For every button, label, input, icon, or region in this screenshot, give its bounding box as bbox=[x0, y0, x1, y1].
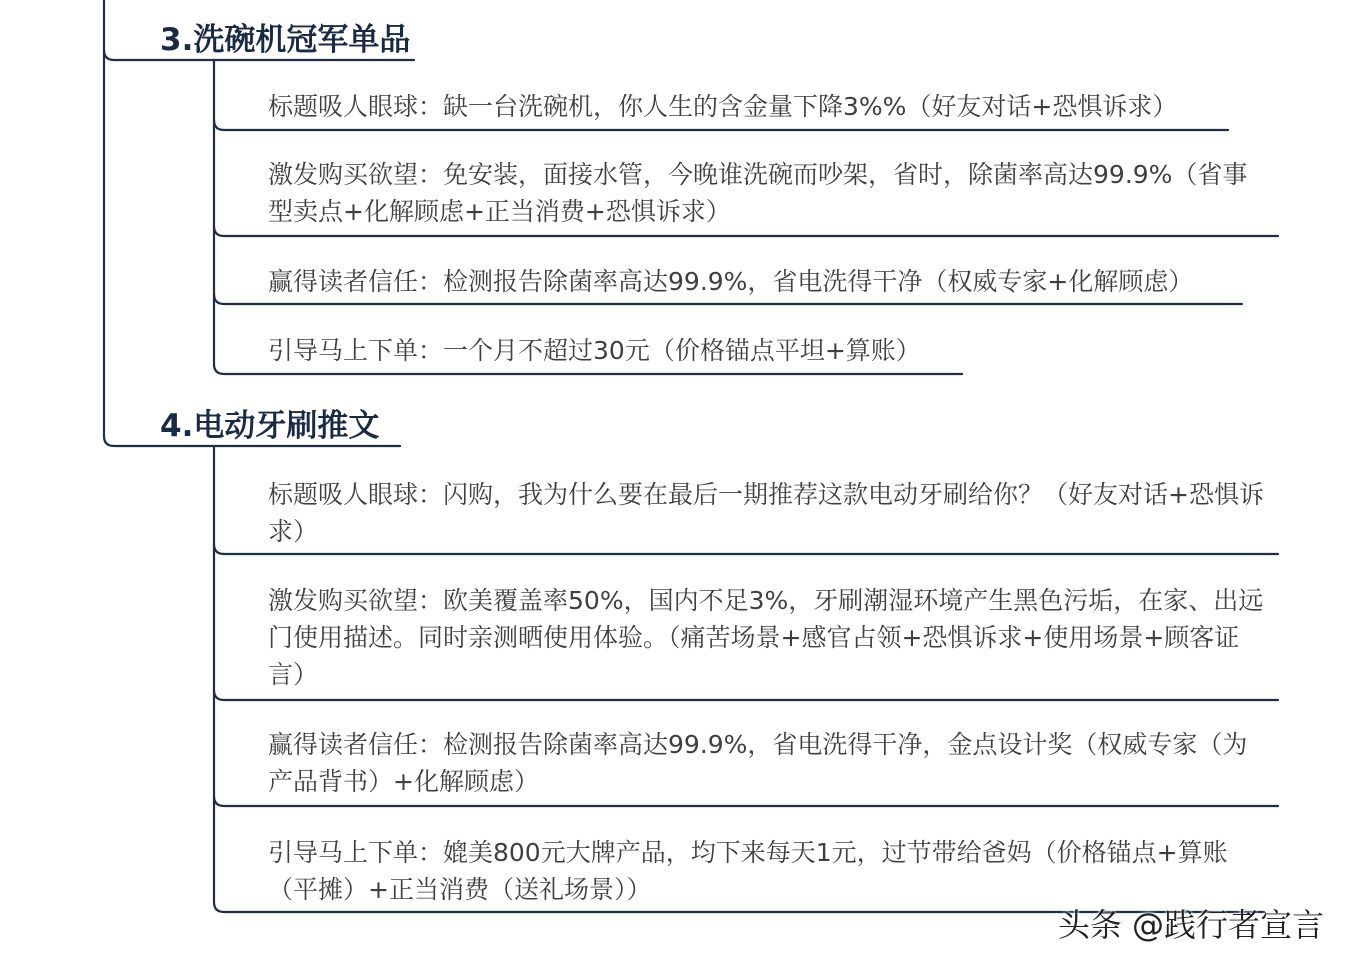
section-4-title: 4.电动牙刷推文 bbox=[160, 408, 380, 444]
s3-item-1: 标题吸人眼球：缺一台洗碗机，你人生的含金量下降3%%（好友对话+恐惧诉求） bbox=[268, 92, 1178, 121]
s4-item-3: 赢得读者信任：检测报告除菌率高达99.9%，省电洗得干净，金点设计奖（权威专家（为产品背书）+化解顾虑） bbox=[268, 730, 1248, 796]
s4-item-4: 引导马上下单：媲美800元大牌产品，均下来每天1元，过节带给爸妈（价格锚点+算账（平摊）+正当消费（送礼场景）） bbox=[268, 838, 1228, 904]
s3-item-2: 激发购买欲望：免安装，面接水管，今晚谁洗碗而吵架，省时，除菌率高达99.9%（省事型卖点+化解顾虑+正当消费+恐惧诉求） bbox=[268, 160, 1248, 226]
s3-item-3: 赢得读者信任：检测报告除菌率高达99.9%，省电洗得干净（权威专家+化解顾虑） bbox=[268, 267, 1194, 296]
s3-item-4: 引导马上下单：一个月不超过30元（价格锚点平坦+算账） bbox=[268, 336, 921, 365]
s4-item-1: 标题吸人眼球：闪购，我为什么要在最后一期推荐这款电动牙刷给你？（好友对话+恐惧诉求） bbox=[268, 480, 1264, 546]
watermark-text: 头条 @践行者宣言 bbox=[1057, 906, 1324, 944]
s4-item-2: 激发购买欲望：欧美覆盖率50%，国内不足3%，牙刷潮湿环境产生黑色污垢，在家、出远门使用描述。同时亲测晒使用体验。（痛苦场景+感官占领+恐惧诉求+使用场景+顾客证言） bbox=[268, 586, 1264, 689]
section-3-title: 3.洗碗机冠军单品 bbox=[160, 22, 411, 58]
